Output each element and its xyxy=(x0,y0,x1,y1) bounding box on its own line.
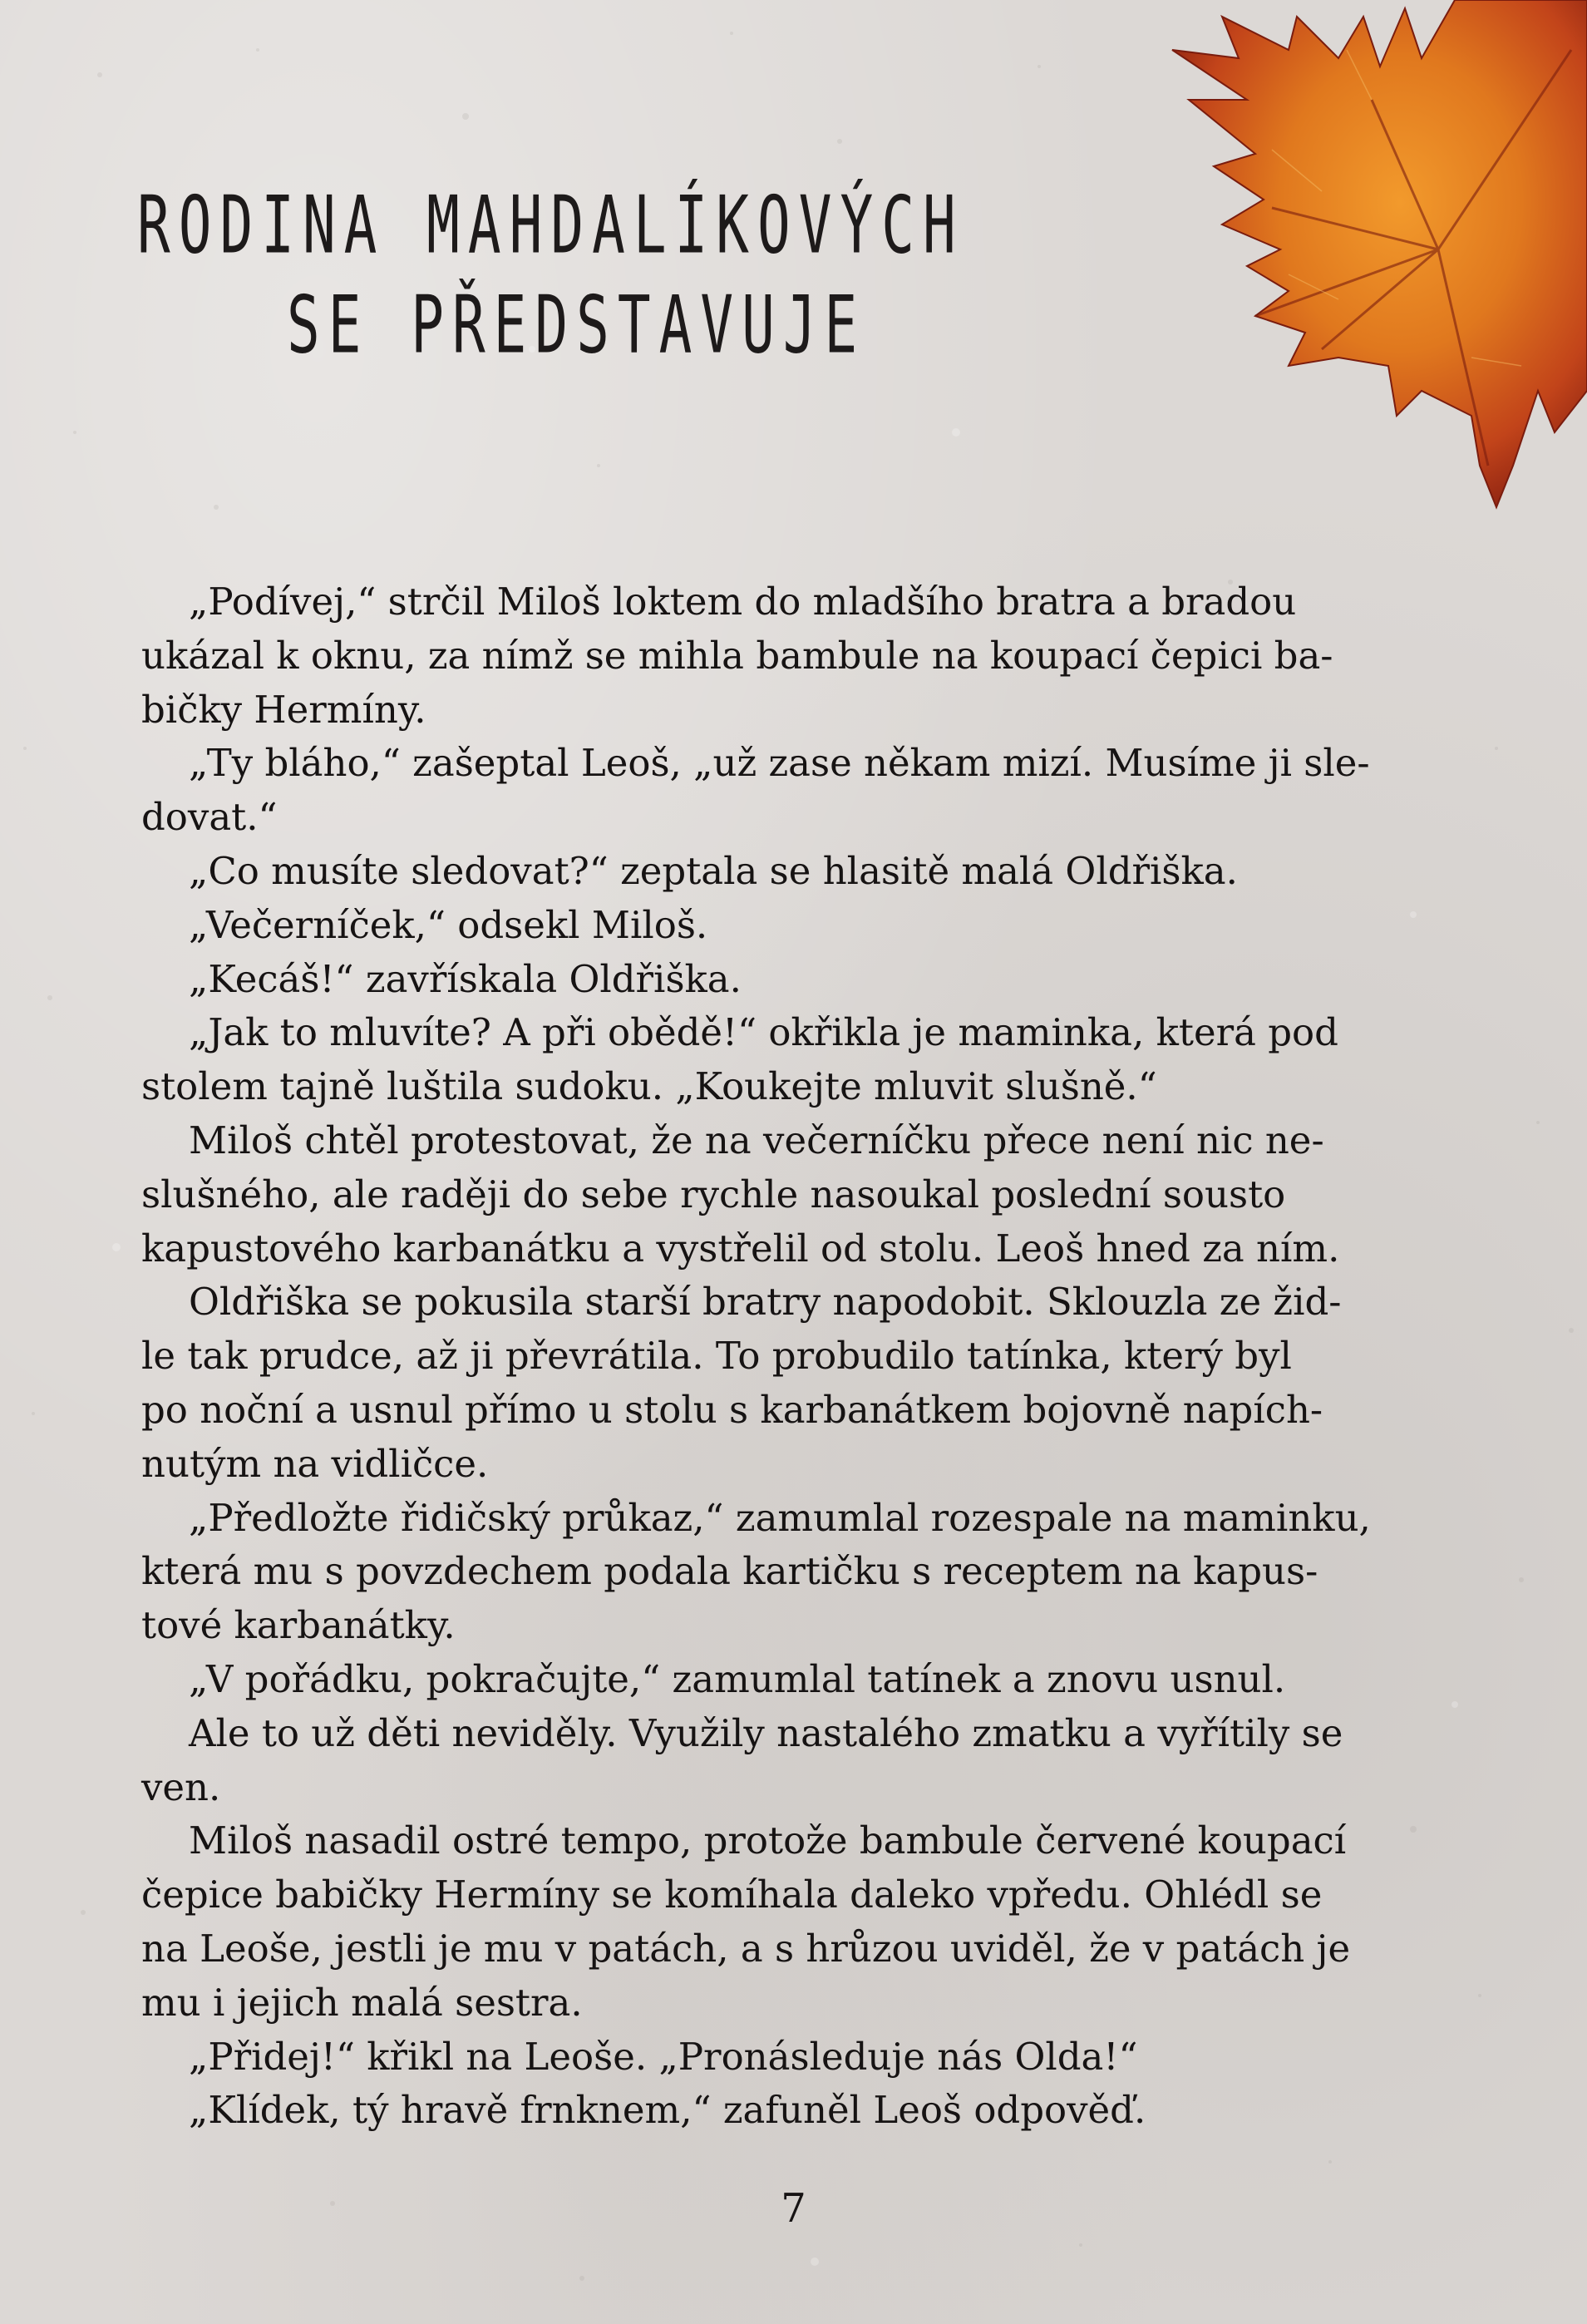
text-line: ven. xyxy=(141,1764,221,1809)
text-line: „V pořádku, pokračujte,“ zamumlal tatínek a znovu usnul. xyxy=(189,1656,1286,1701)
text-line: Oldřiška se pokusila starší bratry napodobit. Sklouzla ze žid- xyxy=(189,1280,1342,1325)
chapter-title-line-2: SE PŘEDSTAVUJE xyxy=(287,279,866,372)
text-line: Miloš nasadil ostré tempo, protože bambule červené koupací xyxy=(189,1818,1347,1863)
text-line: „Předložte řidičský průkaz,“ zamumlal rozespale na maminku, xyxy=(189,1495,1371,1540)
text-line: „Ty bláho,“ zašeptal Leoš, „už zase někam mizí. Musíme ji sle- xyxy=(189,741,1370,786)
text-line: dovat.“ xyxy=(141,795,278,840)
text-line: která mu s povzdechem podala kartičku s receptem na kapus- xyxy=(141,1549,1318,1594)
text-line: „Co musíte sledovat?“ zeptala se hlasitě malá Oldřiška. xyxy=(189,848,1238,893)
text-line: po noční a usnul přímo u stolu s karbanátkem bojovně napích- xyxy=(141,1387,1323,1432)
text-line: „Podívej,“ strčil Miloš loktem do mladšího bratra a bradou xyxy=(189,580,1297,624)
chapter-title-line-1: RODINA MAHDALÍKOVÝCH xyxy=(137,179,964,272)
text-line: le tak prudce, až ji převrátila. To probudilo tatínka, který byl xyxy=(141,1334,1292,1379)
page-number: 7 xyxy=(781,2185,806,2232)
text-line: stolem tajně luštila sudoku. „Koukejte mluvit slušně.“ xyxy=(141,1064,1157,1109)
text-line: „Večerníček,“ odsekl Miloš. xyxy=(189,902,708,947)
maple-leaf-icon xyxy=(1122,0,1587,516)
chapter-body-text xyxy=(141,575,1438,2138)
chapter-title xyxy=(137,179,1118,395)
text-line: tové karbanátky. xyxy=(141,1603,456,1648)
text-line: nutým na vidličce. xyxy=(141,1441,489,1486)
text-line: bičky Hermíny. xyxy=(141,687,426,732)
text-line: čepice babičky Hermíny se komíhala daleko vpředu. Ohlédl se xyxy=(141,1873,1323,1917)
text-line: na Leoše, jestli je mu v patách, a s hrůzou uviděl, že v patách je xyxy=(141,1926,1351,1971)
text-line: kapustového karbanátku a vystřelil od stolu. Leoš hned za ním. xyxy=(141,1226,1340,1271)
text-line: „Klídek, tý hravě frnknem,“ zafuněl Leoš odpověď. xyxy=(189,2088,1146,2133)
text-line: mu i jejich malá sestra. xyxy=(141,1980,583,2025)
text-line: ukázal k oknu, za nímž se mihla bambule na koupací čepici ba- xyxy=(141,633,1333,678)
text-line: Miloš chtěl protestovat, že na večerníčku přece není nic ne- xyxy=(189,1118,1324,1162)
text-line: „Jak to mluvíte? A při obědě!“ okřikla je maminka, která pod xyxy=(189,1010,1338,1055)
text-line: „Kecáš!“ zavřískala Oldřiška. xyxy=(189,956,742,1001)
text-line: „Přidej!“ křikl na Leoše. „Pronásleduje nás Olda!“ xyxy=(189,2034,1138,2079)
text-line: slušného, ale raději do sebe rychle nasoukal poslední sousto xyxy=(141,1172,1286,1216)
text-line: Ale to už děti neviděly. Využily nastalého zmatku a vyřítily se xyxy=(189,1710,1343,1755)
